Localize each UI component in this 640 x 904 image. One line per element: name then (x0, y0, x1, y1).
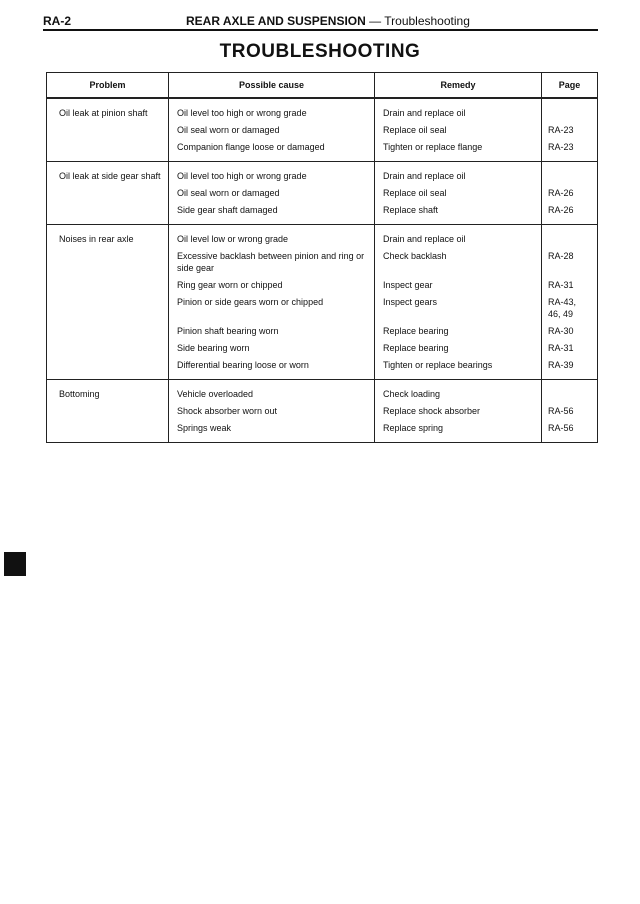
table-row (47, 162, 598, 186)
problem-cell: Oil leak at side gear shaft (47, 162, 169, 225)
cause-cell: Excessive backlash between pinion and ring or side gear (169, 248, 375, 277)
remedy-cell: Check backlash (375, 248, 542, 277)
page-cell (542, 162, 598, 186)
page-cell: RA-26 (542, 202, 598, 225)
remedy-cell: Replace spring (375, 420, 542, 443)
cause-cell: Oil level too high or wrong grade (169, 162, 375, 186)
page-cell (542, 380, 598, 404)
page-header (43, 13, 598, 31)
column-header-problem: Problem (47, 73, 169, 99)
cause-cell: Oil level low or wrong grade (169, 225, 375, 249)
cause-cell: Shock absorber worn out (169, 403, 375, 420)
page-cell: RA-43, 46, 49 (542, 294, 598, 323)
page-cell: RA-39 (542, 357, 598, 380)
remedy-cell: Replace oil seal (375, 122, 542, 139)
remedy-cell: Replace oil seal (375, 185, 542, 202)
remedy-cell: Drain and replace oil (375, 162, 542, 186)
column-header-remedy: Remedy (375, 73, 542, 99)
remedy-cell: Replace bearing (375, 323, 542, 340)
remedy-cell: Replace shaft (375, 202, 542, 225)
problem-group (47, 162, 598, 225)
remedy-cell: Check loading (375, 380, 542, 404)
cause-cell: Oil level too high or wrong grade (169, 98, 375, 122)
problem-cell: Bottoming (47, 380, 169, 443)
table-row (47, 98, 598, 122)
header-title (186, 14, 470, 28)
cause-cell: Oil seal worn or damaged (169, 185, 375, 202)
problem-group (47, 98, 598, 162)
remedy-cell: Tighten or replace flange (375, 139, 542, 162)
section-tab-marker (4, 552, 26, 576)
page-cell: RA-26 (542, 185, 598, 202)
page-cell: RA-31 (542, 340, 598, 357)
problem-cell: Noises in rear axle (47, 225, 169, 380)
remedy-cell: Inspect gears (375, 294, 542, 323)
problem-cell: Oil leak at pinion shaft (47, 98, 169, 162)
column-header-cause: Possible cause (169, 73, 375, 99)
problem-group (47, 225, 598, 380)
subsection-name: Troubleshooting (384, 14, 470, 28)
cause-cell: Pinion shaft bearing worn (169, 323, 375, 340)
page-cell: RA-23 (542, 122, 598, 139)
page-cell: RA-31 (542, 277, 598, 294)
page-cell (542, 98, 598, 122)
troubleshooting-table (46, 72, 598, 443)
page-cell: RA-28 (542, 248, 598, 277)
remedy-cell: Inspect gear (375, 277, 542, 294)
remedy-cell: Drain and replace oil (375, 225, 542, 249)
page-title: TROUBLESHOOTING (219, 41, 421, 62)
cause-cell: Companion flange loose or damaged (169, 139, 375, 162)
cause-cell: Oil seal worn or damaged (169, 122, 375, 139)
header-separator: — (365, 14, 385, 28)
remedy-cell: Replace shock absorber (375, 403, 542, 420)
section-name: REAR AXLE AND SUSPENSION (186, 14, 366, 28)
page-cell (542, 225, 598, 249)
table-header (47, 73, 598, 99)
page-cell: RA-23 (542, 139, 598, 162)
cause-cell: Vehicle overloaded (169, 380, 375, 404)
remedy-cell: Tighten or replace bearings (375, 357, 542, 380)
cause-cell: Springs weak (169, 420, 375, 443)
table-row (47, 380, 598, 404)
cause-cell: Ring gear worn or chipped (169, 277, 375, 294)
cause-cell: Side gear shaft damaged (169, 202, 375, 225)
page-cell: RA-30 (542, 323, 598, 340)
problem-group (47, 380, 598, 443)
remedy-cell: Replace bearing (375, 340, 542, 357)
page-cell: RA-56 (542, 420, 598, 443)
section-code: RA-2 (43, 14, 72, 28)
column-header-page: Page (542, 73, 598, 99)
cause-cell: Pinion or side gears worn or chipped (169, 294, 375, 323)
cause-cell: Side bearing worn (169, 340, 375, 357)
table-row (47, 225, 598, 249)
page-cell: RA-56 (542, 403, 598, 420)
cause-cell: Differential bearing loose or worn (169, 357, 375, 380)
remedy-cell: Drain and replace oil (375, 98, 542, 122)
